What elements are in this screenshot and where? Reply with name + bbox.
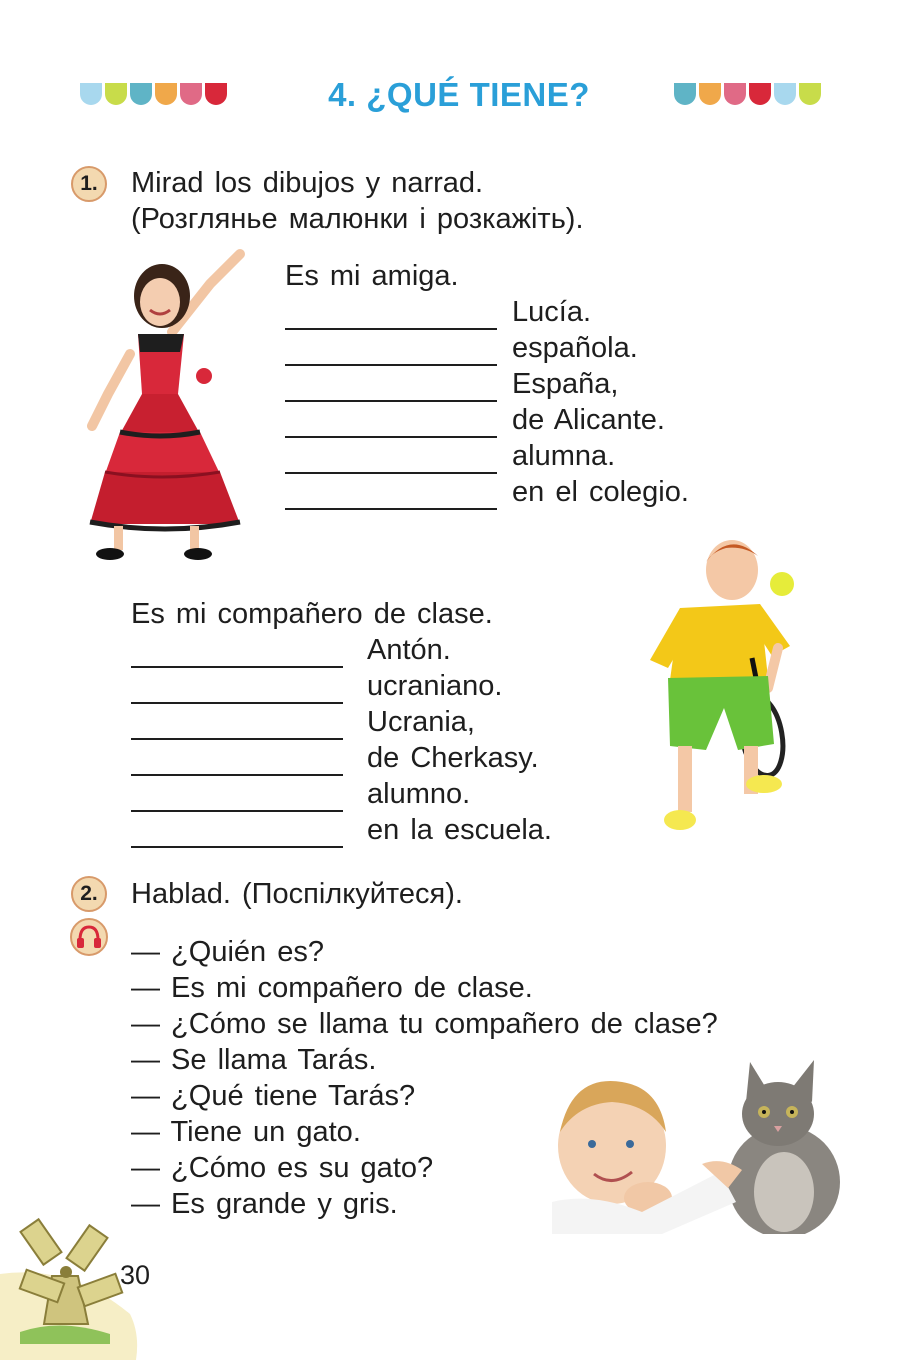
boy-sentence-list [131,632,552,848]
boy-intro-text: Es mi compañero de clase. [131,598,493,630]
boy-sentence-line [131,776,552,812]
dialogue-line: — Es grande y gris. [131,1188,398,1220]
dialogue-line: — ¿Cómo es su gato? [131,1152,434,1184]
fill-in-blank[interactable] [131,785,343,812]
fill-in-blank[interactable] [285,303,497,330]
flamenco-girl-photo [80,244,255,564]
fill-in-blank[interactable] [131,821,343,848]
dialogue-line: — Es mi compañero de clase. [131,972,533,1004]
boy-sentence-line [131,740,552,776]
fill-in-blank[interactable] [285,339,497,366]
girl-sentence-line [285,402,689,438]
headphones-icon [70,918,108,956]
girl-sentence-line [285,438,689,474]
sentence-ending: alumna. [512,440,616,472]
tennis-boy-photo [640,528,830,840]
fill-in-blank[interactable] [131,749,343,776]
fill-in-blank[interactable] [285,411,497,438]
windmill-icon [0,1214,140,1360]
boy-sentence-line [131,812,552,848]
girl-sentence-list [285,294,689,510]
sentence-ending: en la escuela. [367,814,552,846]
dialogue-line: — Se llama Tarás. [131,1044,377,1076]
fill-in-blank[interactable] [131,677,343,704]
page-number: 30 [120,1260,151,1290]
right-decor-drops [674,83,821,105]
sentence-ending: Antón. [367,634,451,666]
girl-sentence-line [285,330,689,366]
decor-drop [724,83,746,105]
sentence-ending: de Alicante. [512,404,665,436]
decor-drop [674,83,696,105]
girl-sentence-line [285,366,689,402]
fill-in-blank[interactable] [285,483,497,510]
boy-sentence-line [131,668,552,704]
fill-in-blank[interactable] [285,447,497,474]
fill-in-blank[interactable] [285,375,497,402]
girl-sentence-line [285,294,689,330]
sentence-ending: de Cherkasy. [367,742,539,774]
exercise-1-instruction-translation: (Розгляньe малюнки і розкажіть). [131,203,584,235]
girl-intro-text: Es mi amiga. [285,260,459,292]
exercise-1-instruction: Mirad los dibujos y narrad. [131,167,484,199]
sentence-ending: alumno. [367,778,471,810]
decor-drop [799,83,821,105]
fill-in-blank[interactable] [131,713,343,740]
page-title: 4. ¿QUÉ TIENE? [328,76,590,113]
exercise-2-instruction: Hablad. (Поспілкуйтеся). [131,878,463,910]
sentence-ending: ucraniano. [367,670,503,702]
boy-sentence-line [131,704,552,740]
boy-sentence-line [131,632,552,668]
decor-drop [749,83,771,105]
exercise-1-badge: 1. [71,166,107,202]
decor-drop [774,83,796,105]
dialogue-line: — ¿Quién es? [131,936,324,968]
dialogue-line: — ¿Qué tiene Tarás? [131,1080,416,1112]
sentence-ending: española. [512,332,638,364]
sentence-ending: Lucía. [512,296,591,328]
exercise-2-badge: 2. [71,876,107,912]
decor-drop [699,83,721,105]
sentence-ending: en el colegio. [512,476,689,508]
sentence-ending: España, [512,368,619,400]
dialogue-line: — Tiene un gato. [131,1116,361,1148]
fill-in-blank[interactable] [131,641,343,668]
dialogue-line: — ¿Cómo se llama tu compañero de clase? [131,1008,718,1040]
sentence-ending: Ucrania, [367,706,475,738]
girl-sentence-line [285,474,689,510]
boy-with-cat-photo [552,1052,844,1234]
